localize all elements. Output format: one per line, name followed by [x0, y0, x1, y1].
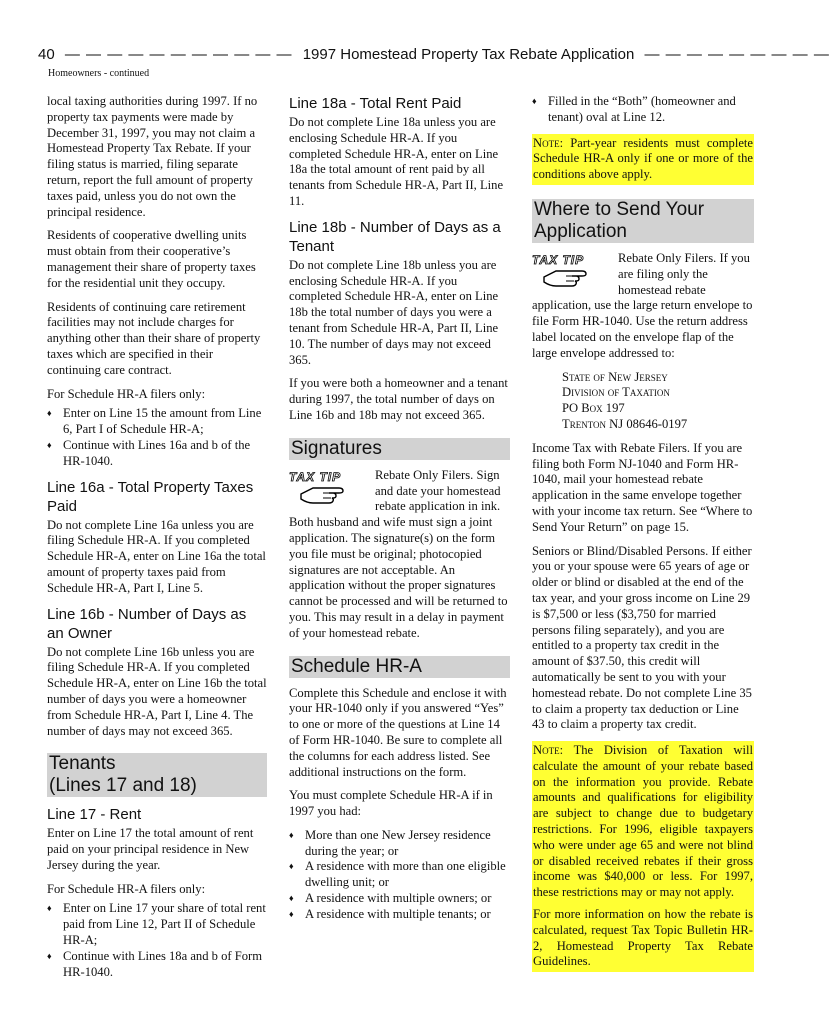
- note-text: The Division of Taxation will calculate the amount of your rebate based on the information you provide. Rebate amounts and qualifications for eligibility are subject to change due to budgetary restrictions. For 1996, eligible taxpayers who were under age 65 and were not blind or disabled received rebates if their gross income was $40,000 or less. For 1997, these restrictions may or may not apply.: [533, 743, 754, 900]
- paragraph: You must complete Schedule HR-A if in 1997 you had:: [289, 788, 493, 819]
- list-item: ♦ Continue with Lines 16a and b of the HR-1040.: [47, 438, 267, 470]
- note-box: [532, 134, 754, 185]
- tax-tip-badge: [532, 253, 614, 291]
- heading-line: Where to Send Your: [534, 198, 705, 220]
- heading-signatures: Signatures: [289, 438, 510, 460]
- paragraph: For Schedule HR-A filers only:: [47, 881, 206, 896]
- note-label: Note:: [533, 743, 564, 758]
- page-header: [38, 46, 830, 63]
- address-line: State of New Jersey: [562, 369, 668, 384]
- lead-in: Rebate Only Filers.: [618, 250, 717, 265]
- lead-in: Income Tax with Rebate Filers.: [532, 440, 691, 455]
- page-number: 40: [38, 46, 55, 63]
- paragraph-text: If you are filing only the homestead rebate application, use the large return envelope to file Form HR-1040. Use the return address label located on the envelope flap of the large envelope addressed to:: [532, 250, 753, 360]
- list-item: ♦ A residence with multiple tenants; or: [289, 907, 510, 923]
- note-box: [532, 741, 754, 972]
- paragraph: Do not complete Line 16a unless you are filing Schedule HR-A. If you completed Schedule HR-A, enter on Line 16a the total amount of property taxes paid from Schedule HR-A, Part I, Line 5.: [47, 517, 266, 595]
- heading-line-18a: Line 18a - Total Rent Paid: [289, 95, 462, 112]
- note-paragraph: [533, 743, 753, 901]
- column-3: [532, 94, 754, 972]
- tax-tip-label: TAX TIP: [532, 252, 585, 267]
- bullet-list: [289, 828, 510, 923]
- list-item: ♦ Enter on Line 17 your share of total rent paid from Line 12, Part II of Schedule HR-A;: [47, 901, 267, 948]
- bullet-list: [47, 406, 267, 469]
- heading-line-16b: Line 16b - Number of Days as an Owner: [47, 605, 247, 642]
- paragraph: If you were both a homeowner and a tenant during 1997, the total number of days on Line 16b and 18b may not exceed 365.: [289, 376, 508, 422]
- paragraph: Complete this Schedule and enclose it with your HR-1040 only if you answered “Yes” to one or more of the questions at Line 14 of Form HR-1040. Be sure to complete all the columns for each address listed. See additional instructions on the form.: [289, 685, 507, 779]
- heading-schedule-hr-a: Schedule HR-A: [289, 656, 510, 678]
- heading-line-17: Line 17 - Rent: [47, 806, 142, 824]
- heading-where-to-send: [532, 199, 754, 243]
- bullet-list: [532, 94, 754, 126]
- list-item: ♦ More than one New Jersey residence during the year; or: [289, 828, 510, 860]
- paragraph: Residents of cooperative dwelling units must obtain from their cooperative’s management their share of property taxes for the residential unit they occupy.: [47, 228, 256, 290]
- list-item: ♦ Enter on Line 15 the amount from Line 6, Part I of Schedule HR-A;: [47, 406, 267, 438]
- address-line: Trenton NJ 08646-0197: [562, 416, 688, 431]
- heading-line: Application: [534, 220, 627, 242]
- paragraph-text: If either you or your spouse were 65 years of age or older or blind or disabled at the end of the tax year, and your gross income on Line 29 is $7,500 or less ($3,750 for married persons filing separately), and you are entitled to a property tax credit in the amount of $37.50, this credit will automatically be sent to you with your homestead rebate. Do not complete Line 35 to claim a property tax deduction or Line 43 to claim a property tax credit.: [532, 543, 752, 732]
- paragraph: For Schedule HR-A filers only:: [47, 386, 206, 401]
- lead-in: Rebate Only Filers.: [375, 467, 474, 482]
- pointing-hand-icon: [299, 482, 349, 506]
- header-rule-left: — — — — — — — — — — —: [64, 46, 293, 63]
- section-subhead: Homeowners - continued: [48, 68, 150, 79]
- lead-in: Seniors or Blind/Disabled Persons.: [532, 543, 709, 558]
- bullet-list: [47, 901, 267, 980]
- heading-tenants: [47, 753, 267, 797]
- paragraph: [532, 544, 754, 734]
- list-item: ♦ Continue with Lines 18a and b of Form HR-1040.: [47, 949, 267, 981]
- column-2: [289, 94, 510, 931]
- paragraph: local taxing authorities during 1997. If no property tax payments were made by December 31, 1997, you may not claim a Homestead Property Tax Rebate. If your filing status is married, filing separate return, report the full amount of property taxes paid, unless you do not own the principal residence.: [47, 94, 258, 219]
- note-text: Part-year residents must complete Schedule HR-A only if one or more of the conditions above apply.: [533, 135, 754, 182]
- paragraph-text: If you are filing both Form NJ-1040 and Form HR-1040, mail your homestead rebate application in the same envelope together with your income tax return. See “Where to Send Your Return” on page 15.: [532, 440, 753, 534]
- note-paragraph: For more information on how the rebate is calculated, request Tax Topic Bulletin HR-2, Homestead Property Tax Rebate Guidelines.: [533, 907, 753, 969]
- list-item: ♦ A residence with more than one eligible dwelling unit; or: [289, 859, 510, 891]
- list-item: ♦ A residence with multiple owners; or: [289, 891, 510, 907]
- mailing-address: [532, 370, 754, 433]
- list-item: ♦ Filled in the “Both” (homeowner and tenant) oval at Line 12.: [532, 94, 754, 126]
- header-rule-right: — — — — — — — — —: [644, 46, 830, 63]
- heading-line-16a: Line 16a - Total Property Taxes Paid: [47, 478, 254, 515]
- heading-line: (Lines 17 and 18): [49, 775, 197, 797]
- paragraph: Enter on Line 17 the total amount of rent paid on your principal residence in New Jersey during the year.: [47, 826, 254, 872]
- address-line: PO Box 197: [562, 401, 625, 416]
- tax-tip-label: TAX TIP: [289, 469, 342, 484]
- page-title: 1997 Homestead Property Tax Rebate Application: [302, 46, 635, 63]
- paragraph-text: Sign and date your homestead rebate application in ink. Both husband and wife must sign a joint application. The signature(s) on the form you file must be original; photocopied signatures are not acceptable. An application without the proper signatures cannot be processed and will be returned to you. This may result in a delay in payment of your homestead rebate.: [289, 467, 508, 640]
- address-line: Division of Taxation: [562, 385, 670, 400]
- heading-line-18b: Line 18b - Number of Days as a Tenant: [289, 218, 501, 255]
- note-label: Note:: [533, 135, 564, 150]
- heading-line: Tenants: [49, 753, 116, 775]
- paragraph: Do not complete Line 18b unless you are enclosing Schedule HR-A. If you completed Schedule HR-A, enter on Line 18b the total number of days you were a tenant from Schedule HR-A, Part II, Line 10. The number of days may not exceed 365.: [289, 257, 499, 367]
- paragraph: [532, 441, 754, 536]
- paragraph: [289, 468, 510, 642]
- paragraph: [532, 251, 754, 362]
- paragraph: Do not complete Line 18a unless you are enclosing Schedule HR-A. If you completed Schedule HR-A, enter on Line 18a the total amount of rent paid by all tenants from Schedule HR-A, Part II, Line 11.: [289, 115, 504, 208]
- pointing-hand-icon: [542, 265, 592, 289]
- tax-tip-badge: [289, 470, 371, 508]
- column-1: [47, 94, 267, 988]
- paragraph: Residents of continuing care retirement facilities may not include charges for anything other than their share of property taxes which are specified in their continuing care contract.: [47, 299, 261, 377]
- paragraph: Do not complete Line 16b unless you are filing Schedule HR-A. If you completed Schedule HR-A, enter on Line 16b the total number of days you were a homeowner from Schedule HR-A, Part I, Line 4. The number of days may not exceed 365.: [47, 644, 267, 738]
